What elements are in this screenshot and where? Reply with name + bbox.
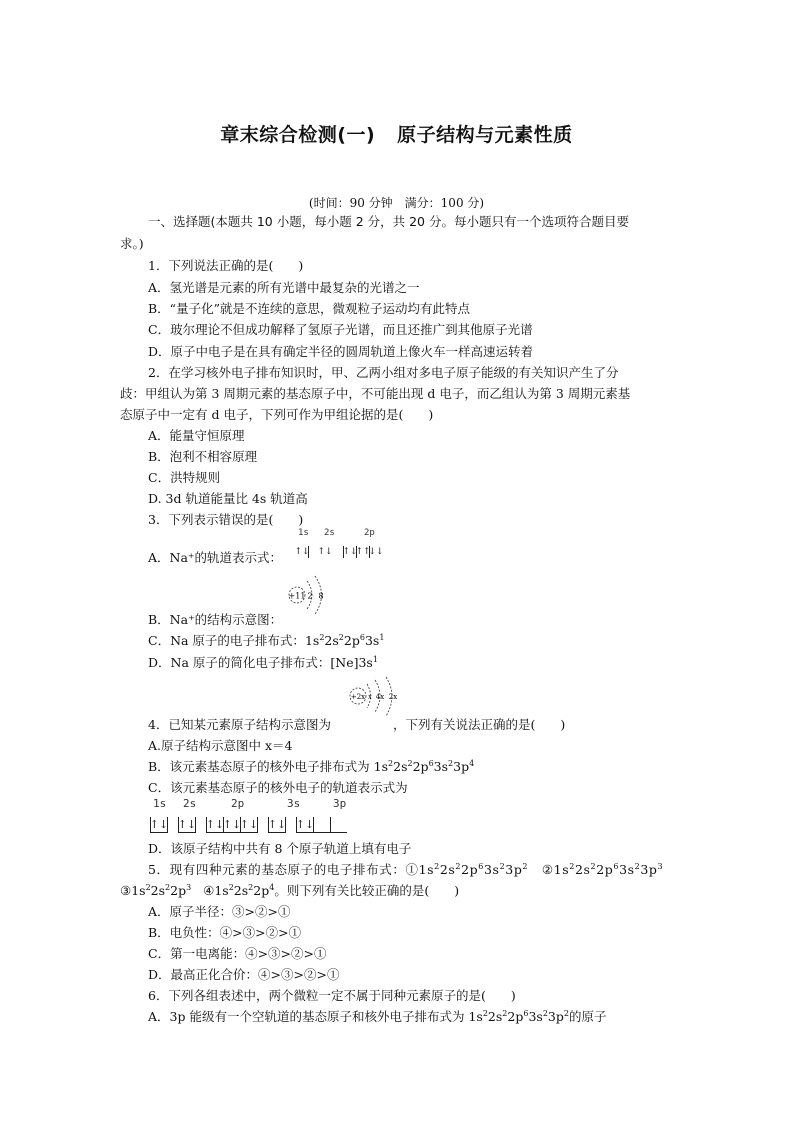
orbital-box: ↑↓: [239, 818, 259, 831]
q6-stem: 6．下列各组表述中，两个微粒一定不属于同种元素原子的是( ): [148, 988, 516, 1003]
title-part2: 原子结构与元素性质: [397, 124, 573, 146]
q5-item-2: $②1s^22s^22p^63s^23p^3$: [541, 862, 664, 877]
title-part1: 章末综合检测(一): [220, 124, 376, 146]
q2-stem-line2: 歧：甲组认为第 3 周期元素的基态原子中，不可能出现 d 电子，而乙组认为第 3 周期元素基: [120, 386, 631, 401]
shell-count-1: 2: [307, 591, 313, 601]
shell-count-1: x: [368, 693, 372, 701]
q5-stem-line2: [120, 883, 459, 899]
q3d-text: D．Na 原子的简化电子排布式：: [148, 655, 331, 670]
orbital-label-3p: 3p: [333, 797, 347, 810]
q3d-config: $[Ne]3s^1$: [330, 655, 378, 670]
orbital-box: ↑↓: [177, 818, 197, 831]
q2-option-d: D. 3d 轨道能量比 4s 轨道高: [148, 491, 308, 506]
q6a-config: $1s^22s^22p^63s^23p^2$: [464, 1009, 569, 1024]
shell-count-2: 8: [318, 591, 324, 601]
q4-option-b: [148, 759, 474, 775]
orbital-group-3s: [268, 817, 286, 833]
orbital-box-2p-2: ↑↑: [355, 547, 371, 557]
orbital-label-1s: 1s: [153, 797, 167, 810]
q6a-suffix: 的原子: [568, 1009, 607, 1024]
section-heading-line2: 求。): [120, 236, 144, 251]
orbital-label-2p: 2p: [231, 797, 245, 810]
q2-stem-line1: 2．在学习核外电子排布知识时，甲、乙两小组对多电子原子能级的有关知识产生了分: [148, 365, 619, 380]
orbital-group-2p: [206, 817, 258, 833]
q5-stem-prefix: 5．现有四种元素的基态原子的电子排布式：: [148, 862, 406, 877]
shell-count-3: 2x: [388, 693, 398, 701]
q5-option-d: D．最高正化合价：④>③>②>①: [148, 967, 340, 982]
q4c-orbital-diagram: [150, 817, 357, 833]
q4b-config: $1s^22s^22p^63s^23p^4$: [369, 759, 475, 774]
q4b-text: B．该元素基态原子的核外电子排布式为: [148, 759, 370, 774]
q5-stem-line1: [148, 862, 663, 878]
q4-option-c: C．该元素基态原子的核外电子的轨道表示式为: [148, 780, 408, 795]
element-structure-diagram: [348, 676, 408, 718]
q1-option-d: D．原子中电子是在具有确定半径的圆周轨道上像火车一样高速运转着: [148, 344, 534, 359]
q4-stem-pre: 4．已知某元素原子结构示意图为: [148, 717, 331, 732]
orbital-label-2p: 2p: [364, 528, 375, 538]
q3-option-c: [148, 633, 384, 649]
orbital-label-1s: 1s: [298, 528, 309, 538]
q2-stem-line3: 态原子中一定有 d 电子，下列可作为甲组论据的是( ): [120, 407, 434, 422]
nucleus-charge: +11: [288, 591, 306, 601]
orbital-box: ↑↓: [149, 818, 169, 831]
q4-stem: [148, 717, 565, 733]
orbital-box: ↑↓: [205, 818, 225, 831]
q5-item-4: $④1s^22s^22p^4$: [203, 883, 275, 898]
q4-stem-post: ，下列有关说法正确的是( ): [392, 717, 566, 732]
q1-option-a: A．氢光谱是元素的所有光谱中最复杂的光谱之一: [148, 280, 420, 295]
page-title: [0, 120, 793, 147]
nucleus-charge: +2x: [350, 693, 366, 701]
exam-meta: (时间：90 分钟 满分：100 分): [308, 196, 485, 210]
q5-item-3: $③1s^22s^22p^3$: [120, 883, 192, 898]
q3c-config: $1s^22s^22p^63s^1$: [304, 633, 385, 648]
orbital-box: ↑↓: [267, 818, 287, 831]
orbital-box-2p-1: ↑↓: [342, 547, 358, 557]
orbital-label-3s: 3s: [287, 797, 301, 810]
q5-option-a: A．原子半径：③>②>①: [148, 904, 291, 919]
q3-option-b: B．Na⁺的结构示意图：: [148, 612, 283, 627]
q3-option-a: A．Na⁺的轨道表示式：: [148, 550, 283, 565]
q3a-orbital-diagram: [296, 546, 382, 558]
section-heading-line1: 一、选择题(本题共 10 小题，每小题 2 分，共 20 分。每小题只有一个选项符合题目要: [148, 214, 629, 229]
orbital-label-2s: 2s: [324, 528, 335, 538]
q3c-text: C．Na 原子的电子排布式：: [148, 633, 305, 648]
orbital-box: ↑↓: [295, 818, 315, 831]
q5-stem-suffix: 。则下列有关比较正确的是( ): [274, 883, 460, 898]
q2-option-a: A．能量守恒原理: [148, 428, 245, 443]
orbital-group-3p: [296, 817, 347, 833]
q1-stem: 1．下列说法正确的是( ): [148, 258, 304, 273]
q6a-text: A．3p 能级有一个空轨道的基态原子和核外电子排布式为: [148, 1009, 465, 1024]
q3-stem: 3．下列表示错误的是( ): [148, 512, 304, 527]
q4-option-d: D．该原子结构中共有 8 个原子轨道上填有电子: [148, 841, 412, 856]
shell-count-2: 4x: [375, 693, 385, 701]
q2-option-c: C．洪特规则: [148, 470, 221, 485]
q5-option-c: C．第一电离能：④>③>②>①: [148, 946, 327, 961]
orbital-box-2s: ↑↓: [317, 547, 333, 557]
q1-option-c: C．玻尔理论不但成功解释了氢原子光谱，而且还推广到其他原子光谱: [148, 322, 533, 337]
orbital-box-2p-3: ↓↓: [368, 547, 384, 557]
q4-option-a: A.原子结构示意图中 x＝4: [148, 738, 293, 753]
na-ion-structure-diagram: [286, 574, 336, 614]
q3-option-d: [148, 655, 378, 671]
q6-option-a: [148, 1009, 606, 1025]
q1-option-b: B．“量子化”就是不连续的意思，微观粒子运动均有此特点: [148, 301, 470, 316]
orbital-box: [314, 817, 331, 833]
orbital-box: [331, 817, 347, 833]
orbital-box: ↑↓: [222, 818, 242, 831]
q5-item-1: $①1s^22s^22p^63s^23p^2$: [405, 862, 529, 877]
orbital-group-2s: [178, 817, 196, 833]
q5-option-b: B．电负性：④>③>②>①: [148, 925, 302, 940]
orbital-label-2s: 2s: [183, 797, 197, 810]
q2-option-b: B．泡利不相容原理: [148, 449, 258, 464]
orbital-box-1s: ↑↓: [294, 547, 310, 557]
orbital-group-1s: [150, 817, 168, 833]
